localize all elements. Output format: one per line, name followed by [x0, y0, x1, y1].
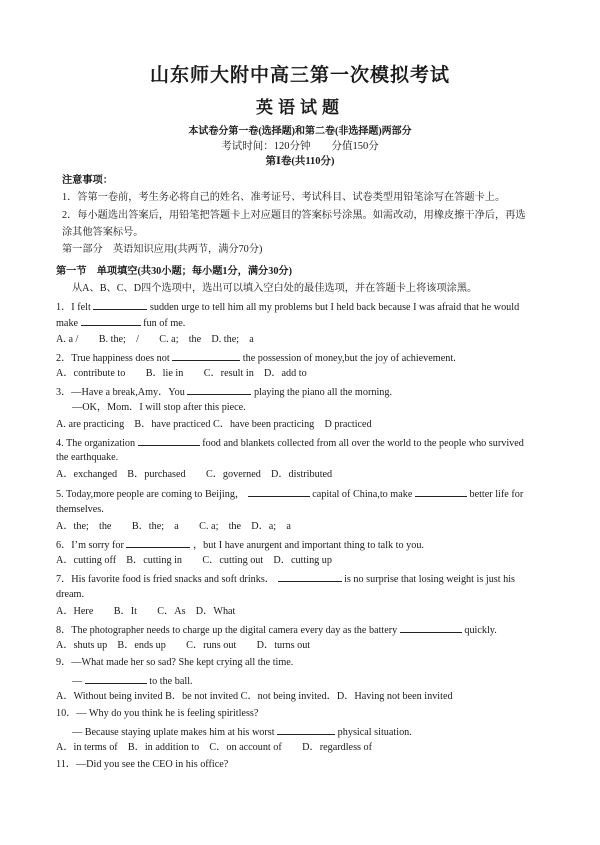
q2-options: A．contribute to B．lie in C．result in D．add to	[56, 368, 307, 379]
question-8	[56, 622, 556, 637]
q5-text-a: 5. Today,more people are coming to Beijing，	[56, 489, 246, 500]
q1-text-b: sudden urge to tell him all my problems but I held back because I was afraid that he would	[149, 302, 520, 313]
q7-text-b: is no surprise that losing weight is just his	[344, 574, 516, 585]
q2-text-a: 2．True happiness does not	[56, 353, 170, 364]
question-10: 10．— Why do you think he is feeling spiritless?	[56, 708, 259, 719]
q4-blank	[138, 435, 200, 446]
question-1-cont	[56, 315, 556, 330]
composition-line: 本试卷分第一卷(选择题)和第二卷(非选择题)两部分	[188, 126, 412, 137]
question-6	[56, 537, 556, 552]
q1-text-d: fun of me.	[143, 318, 186, 329]
q4-options: A．exchanged B．purchased C．governed D．distributed	[56, 469, 333, 480]
q10-text-b: — Because staying uplate makes him at his worst	[72, 727, 275, 738]
question-7	[56, 571, 556, 586]
question-1	[56, 299, 556, 314]
notes-item-2: 2．每小题选出答案后，用铅笔把答题卡上对应题目的答案标号涂黑。如需改动，用橡皮擦干净后，再选	[62, 210, 526, 221]
volume-heading: 第Ⅰ卷(共110分)	[265, 156, 335, 167]
question-11: 11．—Did you see the CEO in his office?	[56, 759, 229, 770]
q5-text-b: capital of China,to make	[312, 489, 413, 500]
question-3	[56, 384, 556, 399]
question-10-reply	[72, 724, 572, 739]
q2-blank	[172, 350, 240, 361]
question-9: 9．—What made her so sad? She kept crying all the time.	[56, 657, 294, 668]
q5-blank-1	[248, 486, 310, 497]
q8-options: A．shuts up B．ends up C．runs out D．turns out	[56, 640, 311, 651]
q5-blank-2	[415, 486, 467, 497]
q8-text-a: 8．The photographer needs to charge up the digital camera every day as the battery	[56, 625, 398, 636]
question-4	[56, 435, 556, 450]
q4-text-b: food and blankets collected from all over the world to the people who survived	[202, 438, 524, 449]
q3-options: A. are practicing B．have practiced C．have been practicing D practiced	[56, 419, 372, 430]
question-4-cont: the earthquake.	[56, 452, 119, 463]
question-9-reply	[72, 673, 572, 688]
q1-blank-1	[93, 299, 147, 310]
q5-text-c: better life for	[469, 489, 524, 500]
q8-blank	[400, 622, 462, 633]
q1-text-c: make	[56, 318, 79, 329]
q4-text-a: 4. The organization	[56, 438, 136, 449]
q3-blank	[187, 384, 251, 395]
q3-reply: —OK，Mom．I will stop after this piece.	[72, 402, 246, 413]
q9-blank	[85, 673, 147, 684]
q7-blank	[278, 571, 342, 582]
q7-text-a: 7．His favorite food is fried snacks and soft drinks．	[56, 574, 275, 585]
q1-text-a: 1．I felt	[56, 302, 91, 313]
q7-options: A．Here B．It C．As D．What	[56, 606, 236, 617]
part1-heading: 第一部分 英语知识应用(共两节，满分70分)	[62, 244, 263, 255]
notes-item-1: 1．答第一卷前，考生务必将自己的姓名、准考证号、考试科目、试卷类型用铅笔涂写在答题卡上。	[62, 192, 506, 203]
q3-text-b: playing the piano all the morning.	[253, 387, 393, 398]
notes-heading: 注意事项：	[62, 175, 113, 186]
q1-blank-2	[81, 315, 141, 326]
notes-item-3: 涂其他答案标号。	[62, 227, 144, 238]
q1-options: A. a / B. the; / C. a; the D. the; a	[56, 334, 254, 345]
q10-options: A．in terms of B．in addition to C．on account of D．regardless of	[56, 742, 373, 753]
q9-options: A．Without being invited B．be not invited C．not being invited．D．Having not been invited	[56, 691, 453, 702]
q9-text-b: —	[72, 676, 83, 687]
exam-title: 山东师大附中高三第一次模拟考试	[149, 65, 450, 86]
q6-blank	[126, 537, 190, 548]
q2-text-b: the possession of money,but the joy of achievement.	[242, 353, 456, 364]
q6-text-b: ，but I have anurgent and important thing to talk to you.	[193, 540, 424, 551]
q6-text-a: 6．I’m sorry for	[56, 540, 124, 551]
question-7-cont: dream.	[56, 589, 85, 600]
question-2	[56, 350, 556, 365]
section1-heading: 第一节 单项填空(共30小题；每小题1分，满分30分)	[56, 266, 293, 277]
q9-text-c: to the ball.	[149, 676, 193, 687]
section1-instruction: 从A、B、C、D四个选项中，选出可以填入空白处的最佳选项，并在答题卡上将该项涂黑。	[72, 283, 478, 294]
q3-text-a: 3．—Have a break,Amy．You	[56, 387, 185, 398]
q10-blank	[277, 724, 335, 735]
q6-options: A．cutting off B．cutting in C．cutting out D．cutting up	[56, 555, 332, 566]
q10-text-c: physical situation.	[337, 727, 412, 738]
q8-text-b: quickly.	[464, 625, 497, 636]
exam-time-line: 考试时间：120分钟 分值150分	[221, 141, 379, 152]
question-5	[56, 486, 556, 501]
q5-options: A．the; the B．the; a C. a; the D．a; a	[56, 521, 291, 532]
question-5-cont: themselves.	[56, 504, 104, 515]
exam-subtitle: 英语试题	[256, 98, 344, 117]
